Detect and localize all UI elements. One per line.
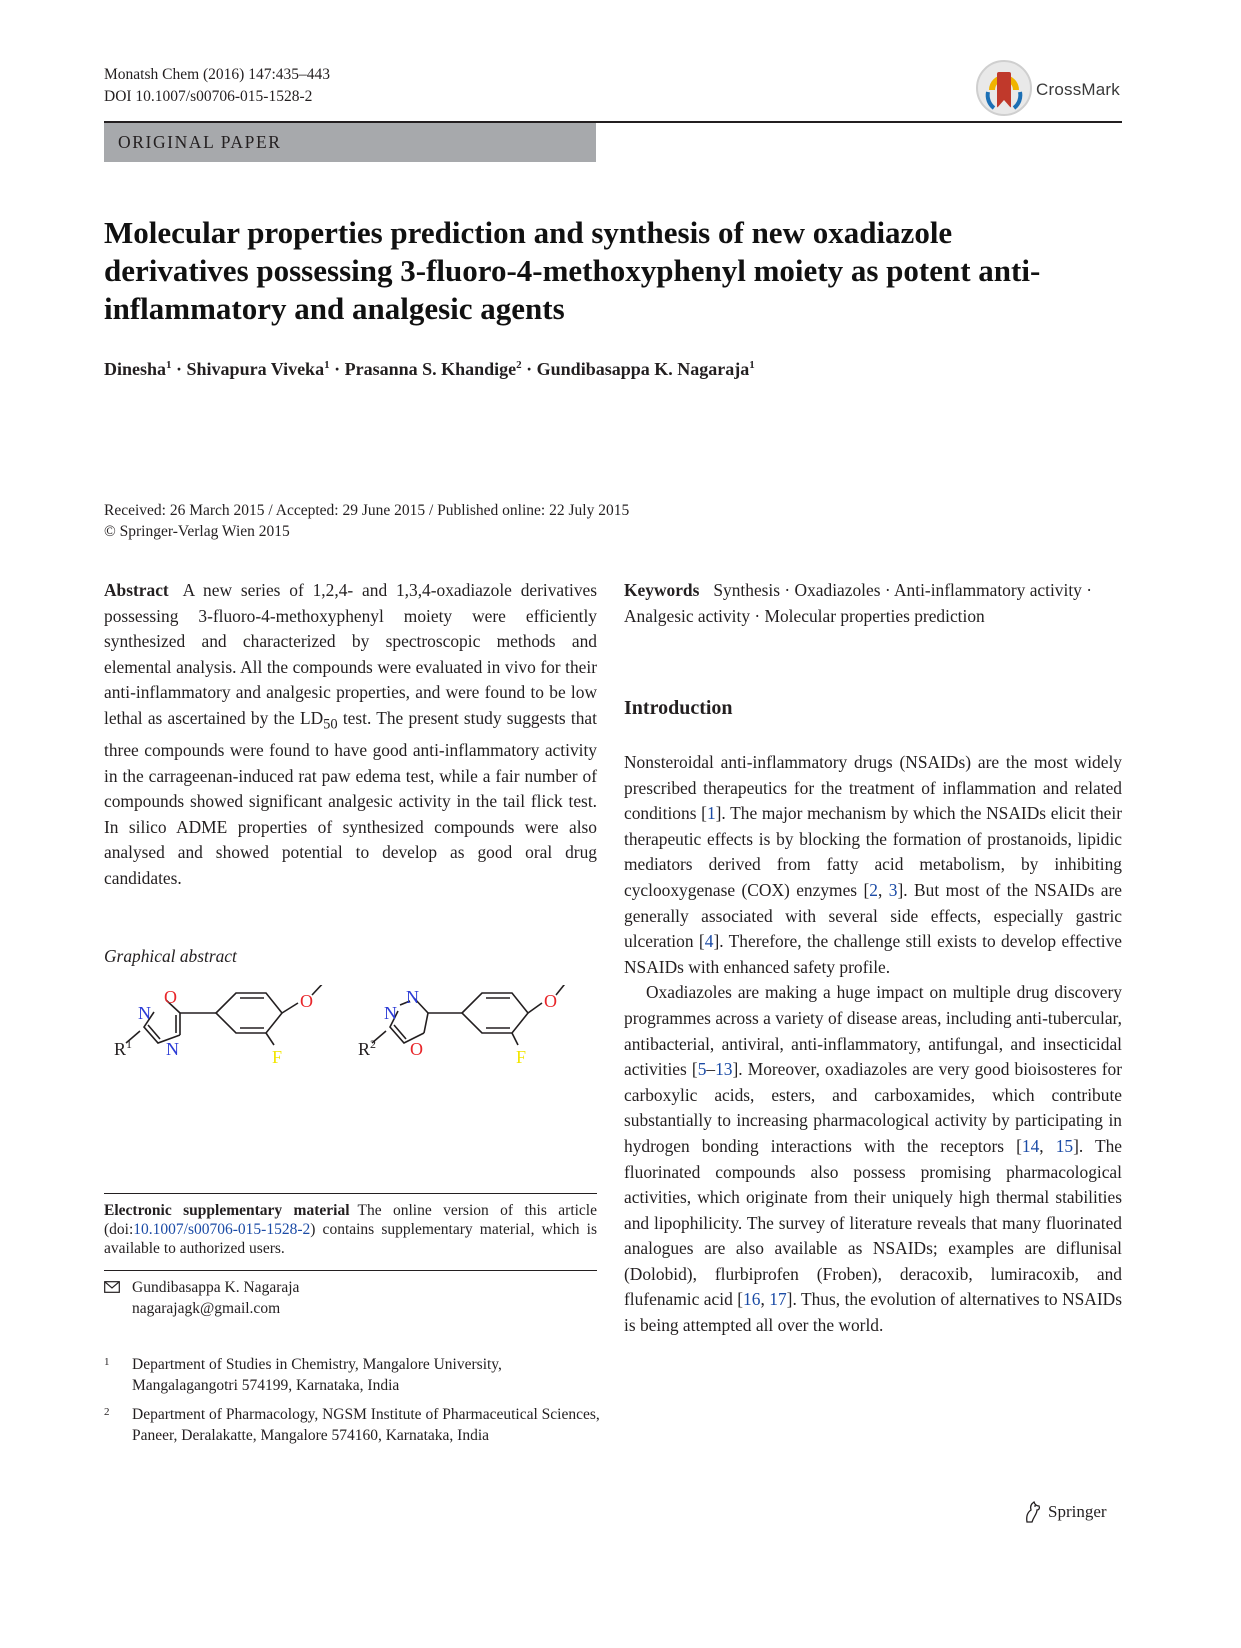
paragraph-text: Oxadiazoles are making a huge impact on multiple drug discovery programmes across a variety of disease areas, including anti-tubercular, antibacterial, antiviral, anti-inflammatory, antifungal, and insecticidal activities [ [624,982,1122,1080]
paragraph [624,980,1122,1338]
crossmark-badge[interactable] [974,58,1124,122]
paper-title: Molecular properties prediction and synthesis of new oxadiazole derivatives possessing 3-fluoro-4-methoxyphenyl moiety as potent anti-inflammatory and analgesic agents [104,215,1041,326]
history-dates: Received: 26 March 2015 / Accepted: 29 June 2015 / Published online: 22 July 2015 [104,502,630,519]
substituent-label: $R^2$ [358,1037,377,1059]
keywords-list: Synthesis · Oxadiazoles · Anti-inflammatory activity · Analgesic activity · Molecular properties prediction [624,580,1093,626]
abstract-text-2: test. The present study suggests that three compounds were found to have good anti-inflammatory activity in the carrageenan-induced rat paw edema test, while a fair number of compounds showed significant analgesic activity in the tail flick test. In silico ADME properties of synthesized compounds were also analysed and showed potential to develop as good oral drug candidates. [104,707,597,888]
author: Shivapura Viveka [186,359,325,379]
author-affiliation-mark: 1 [166,359,172,371]
substituent-label: $R^1$ [114,1037,133,1059]
paragraph-text: ]. Therefore, the challenge still exists to develop effective NSAIDs with enhanced safety profile. [624,931,1123,977]
affiliation-text: Department of Studies in Chemistry, Mangalore University, Mangalagangotri 574199, Karnataka, India [132,1356,502,1394]
citation-link[interactable]: 1 [706,803,716,824]
journal-citation: Monatsh Chem (2016) 147:435–443 [104,66,331,83]
crossmark-icon [974,58,1034,118]
structure-2-atoms [358,987,557,1067]
introduction-body [624,750,1122,1339]
author-list [104,359,755,380]
paragraph-text: ]. Thus, the evolution of alternatives to NSAIDs is being attempted all over the world. [624,1289,1122,1336]
section-label-bar [104,123,596,162]
corresponding-author-name: Gundibasappa K. Nagaraja [132,1279,300,1296]
structure-2-bonds [372,985,568,1045]
author-separator: · [176,359,183,379]
corresponding-author-email[interactable]: nagarajagk@gmail.com [132,1300,281,1317]
atom-label: N [384,1003,397,1023]
citation-link[interactable]: 4 [704,931,714,952]
abstract [104,578,597,892]
citation-link[interactable]: 13 [715,1059,733,1080]
author-separator: · [526,359,533,379]
abstract-text-1: A new series of 1,2,4- and 1,3,4-oxadiazole derivatives possessing 3-fluoro-4-methoxyphenyl moiety were efficiently synthesized and characterized by spectroscopic methods and elemental analysis. All the compounds were evaluated in vivo for their anti-inflammatory and analgesic properties, and were found to be low lethal as ascertained by the LD [104,580,597,728]
keywords [624,578,1122,629]
publisher-logo [1022,1500,1132,1526]
paragraph-text: Nonsteroidal anti-inflammatory drugs (NSAIDs) are the most widely prescribed therapeutics for the treatment of inflammation and related conditions [ [624,752,1122,824]
abstract-subscript: 50 [323,716,338,733]
paragraph-text: ]. The fluorinated compounds also possess promising pharmacological activities, which originate from their uniquely high thermal stabilities and lipophilicity. The survey of literature reveals that many fluorinated analogues are also available as NSAIDs; examples are diflunisal (Dolobid), flurbiprofen (Froben), deracoxib, lumiracoxib, and flufenamic acid [ [624,1135,1123,1310]
esm-doi-link[interactable]: 10.1007/s00706-015-1528-2 [133,1221,311,1238]
springer-horse-icon [1022,1500,1044,1524]
paragraph-text: ]. But most of the NSAIDs are generally associated with several side effects, especially gastric ulceration [ [624,879,1122,952]
graphical-abstract-label: Graphical abstract [104,946,237,966]
structure-1-bonds [126,985,326,1045]
author: Prasanna S. Khandige [344,359,517,379]
atom-label: O [544,991,557,1011]
esm-heading: Electronic supplementary material [104,1202,350,1219]
correspondence-rule [104,1270,597,1271]
author-affiliation-mark: 1 [324,359,330,371]
atom-label: F [516,1047,527,1067]
paragraph-text: , [760,1289,770,1310]
keywords-heading: Keywords [624,580,700,600]
author-affiliation-mark: 1 [749,359,755,371]
supplementary-material-note [104,1201,597,1258]
journal-header [104,64,330,108]
atom-label: N [406,987,419,1007]
crossmark-label: CrossMark [1036,80,1120,99]
atom-label: N [166,1039,179,1059]
author-affiliation-mark: 2 [516,359,522,371]
atom-label: O [300,991,313,1011]
citation-link[interactable]: 16 [743,1289,761,1310]
esm-text-after: ) contains supplementary material, which is available to authorized users. [104,1221,597,1257]
paragraph-text: , [1039,1135,1056,1156]
publication-dates [104,500,629,542]
citation-link[interactable]: 2 [869,879,878,900]
paragraph-text: ]. The major mechanism by which the NSAIDs elicit their therapeutic effects is by blocking the formation of prostanoids, lipidic mediators derived from fatty acid metabolism, by inhibiting cyclooxygenase (COX) enzymes [ [624,803,1122,900]
citation-link[interactable]: 3 [888,879,898,900]
author: Gundibasappa K. Nagaraja [536,359,750,379]
affiliation [104,1354,604,1398]
abstract-heading: Abstract [104,580,169,600]
paragraph-text: , [877,879,889,900]
atom-label: N [138,1003,151,1023]
graphical-abstract-structures [104,985,597,1115]
citation-link[interactable]: 17 [769,1289,787,1310]
paragraph-text: – [706,1059,716,1080]
citation-link[interactable]: 14 [1021,1135,1040,1156]
atom-label: O [410,1039,423,1059]
affiliation-text: Department of Pharmacology, NGSM Institute of Pharmaceutical Sciences, Paneer, Deralakatte, Mangalore 574160, Karnataka, India [132,1406,600,1444]
copyright: © Springer-Verlag Wien 2015 [104,523,290,540]
doi: DOI 10.1007/s00706-015-1528-2 [104,88,313,105]
atom-label: O [164,987,177,1007]
publisher-name: Springer [1048,1502,1107,1521]
affiliation [104,1404,604,1470]
paragraph-text: ]. Moreover, oxadiazoles are very good bioisosteres for carboxylic acids, esters, and carboxamides, which contribute substantially to increasing pharmacological activity by participating in hydrogen bonding interactions with the receptors [ [624,1059,1122,1156]
author-separator: · [334,359,341,379]
author: Dinesha [104,359,167,379]
citation-link[interactable]: 15 [1055,1135,1074,1156]
footnote-rule [104,1193,597,1194]
citation-link[interactable]: 5 [697,1059,707,1080]
section-heading-introduction: Introduction [624,697,733,719]
envelope-icon [104,1281,120,1293]
affiliation-number: 1 [104,1356,110,1368]
affiliation-number: 2 [104,1406,110,1418]
atom-label: F [272,1047,283,1067]
paragraph [624,750,1122,980]
esm-text-before: The online version of this article (doi: [104,1202,597,1238]
section-label: ORIGINAL PAPER [118,132,282,152]
